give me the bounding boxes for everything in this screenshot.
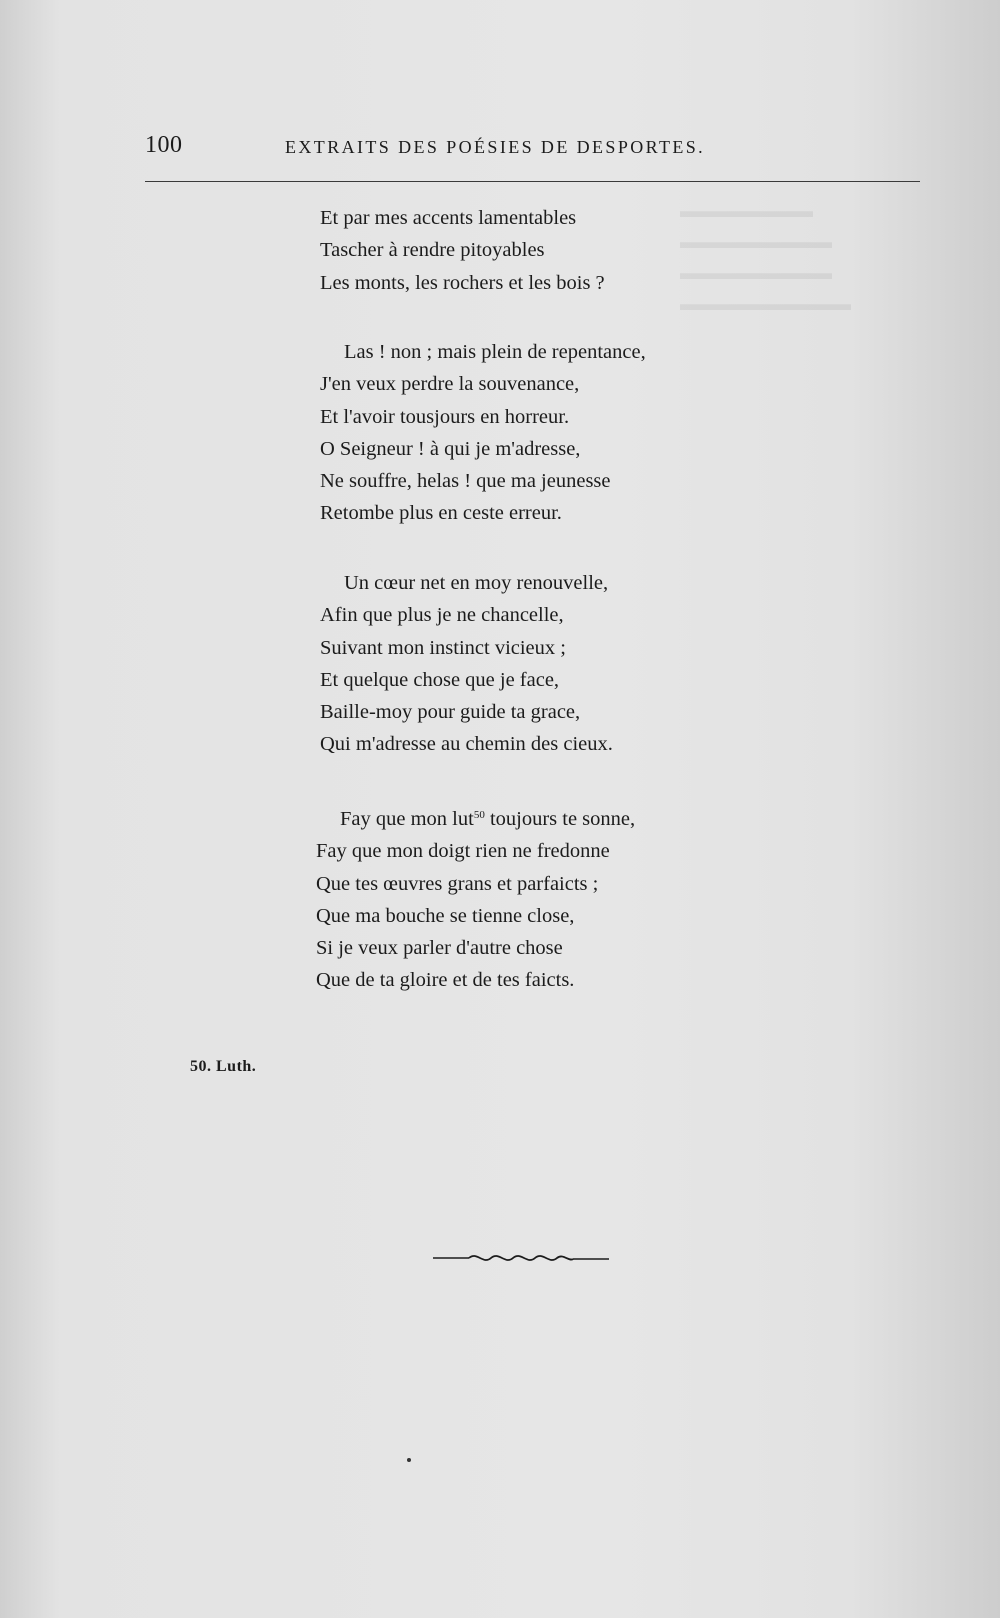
ink-speck bbox=[407, 1458, 411, 1462]
page-header bbox=[145, 132, 920, 172]
verse-line: Ne souffre, helas ! que ma jeunesse bbox=[320, 470, 611, 493]
verse-line: Et par mes accents lamentables bbox=[320, 207, 577, 229]
header-rule bbox=[145, 181, 920, 182]
verse-line: Que ma bouche se tienne close, bbox=[316, 904, 575, 927]
verse-line: Que de ta gloire et de tes faicts. bbox=[316, 969, 575, 992]
verse-line: Un cœur net en moy renouvelle, bbox=[344, 572, 609, 594]
verse-line: O Seigneur ! à qui je m'adresse, bbox=[320, 437, 581, 460]
ornament-icon bbox=[433, 1250, 609, 1266]
verse-line: Tascher à rendre pitoyables bbox=[320, 239, 545, 262]
verse-line: Que tes œuvres grans et parfaicts ; bbox=[316, 872, 599, 895]
verse-line: Et quelque chose que je face, bbox=[320, 668, 560, 691]
verse-line: Suivant mon instinct vicieux ; bbox=[320, 636, 566, 659]
verse-line: J'en veux perdre la souvenance, bbox=[320, 373, 580, 396]
verse-text: toujours te sonne, bbox=[484, 808, 636, 830]
stanza-4 bbox=[316, 799, 635, 997]
verse-line-with-note bbox=[316, 799, 635, 835]
verse-line: Las ! non ; mais plein de repentance, bbox=[344, 341, 646, 363]
verse-line: Retombe plus en ceste erreur. bbox=[320, 502, 562, 525]
verse-line: Et l'avoir tousjours en horreur. bbox=[320, 405, 570, 428]
verse-line: Fay que mon doigt rien ne fredonne bbox=[316, 840, 610, 863]
verse-line: Qui m'adresse au chemin des cieux. bbox=[320, 733, 613, 756]
verse-line: Si je veux parler d'autre chose bbox=[316, 937, 563, 960]
stanza-1 bbox=[320, 202, 605, 299]
verse-line: Les monts, les rochers et les bois ? bbox=[320, 271, 605, 294]
verse-line: Afin que plus je ne chancelle, bbox=[320, 604, 564, 627]
verse-text: Fay que mon lut bbox=[340, 808, 474, 830]
running-head: EXTRAITS DES POÉSIES DE DESPORTES. bbox=[285, 137, 706, 157]
stanza-3 bbox=[320, 567, 613, 761]
footnote-marker: 50 bbox=[473, 809, 485, 821]
verse-line: Baille-moy pour guide ta grace, bbox=[320, 701, 581, 724]
stanza-2 bbox=[320, 336, 646, 530]
page-number: 100 bbox=[145, 132, 183, 158]
footnote: 50. Luth. bbox=[190, 1058, 257, 1075]
bleed-through-text: ▬▬▬▬▬▬▬ ▬▬▬▬▬▬▬▬ ▬▬▬▬▬▬▬▬ ▬▬▬▬▬▬▬▬▬ bbox=[680, 201, 851, 315]
